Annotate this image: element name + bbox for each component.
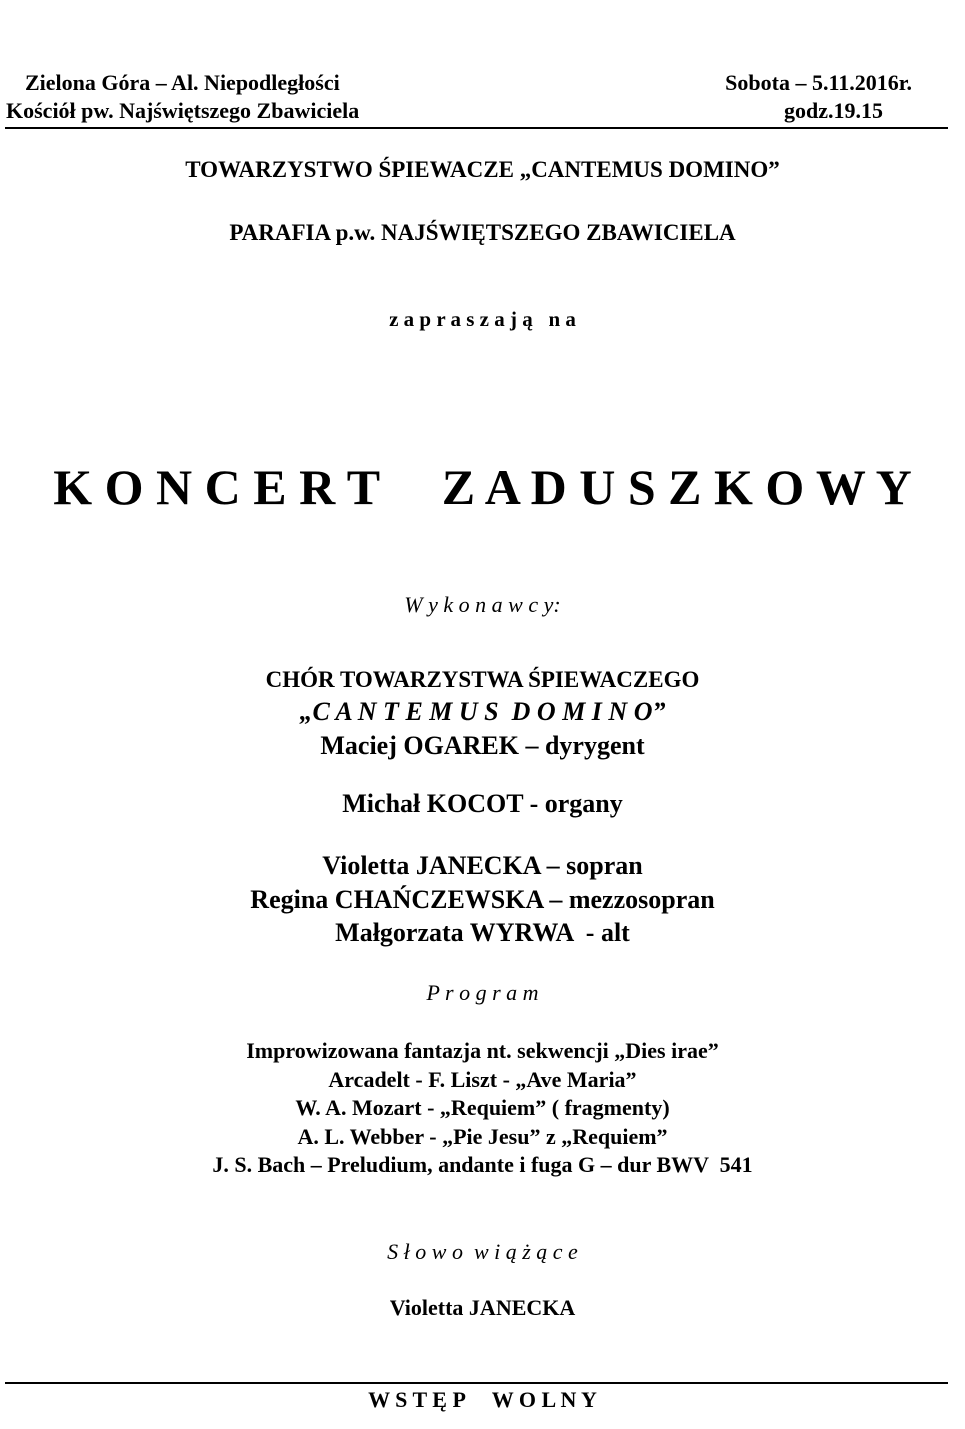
conductor: Maciej OGAREK – dyrygent (320, 731, 645, 760)
admission-note: W S T Ę P W O L N Y (368, 1387, 597, 1412)
organizer-parish: PARAFIA p.w. NAJŚWIĘTSZEGO ZBAWICIELA (229, 220, 736, 245)
soloist: Violetta JANECKA – sopran (322, 851, 643, 880)
organist: Michał KOCOT - organy (342, 789, 623, 818)
closing-speaker: Violetta JANECKA (389, 1295, 576, 1320)
program-item: A. L. Webber - „Pie Jesu” z „Requiem” (297, 1124, 668, 1149)
invitation-text: z a p r a s z a j ą n a (389, 307, 576, 331)
event-time: godz.19.15 (784, 98, 883, 123)
program-heading: P r o g r a m (426, 980, 539, 1005)
closing-heading: S ł o w o w i ą ż ą c e (387, 1239, 578, 1264)
event-date: Sobota – 5.11.2016r. (725, 70, 912, 95)
program-item: J. S. Bach – Preludium, andante i fuga G – dur BWV 541 (212, 1152, 753, 1177)
footer-divider (5, 1382, 948, 1384)
organizer-society: TOWARZYSTWO ŚPIEWACZE „CANTEMUS DOMINO” (185, 157, 780, 182)
location-line-2: Kościół pw. Najświętszego Zbawiciela (6, 98, 360, 123)
header-divider (5, 127, 948, 129)
soloist: Regina CHAŃCZEWSKA – mezzosopran (250, 885, 715, 914)
concert-title: K O N C E R T Z A D U S Z K O W Y (53, 459, 912, 515)
choir-title: „C A N T E M U S D O M I N O” (299, 697, 666, 726)
performers-heading: W y k o n a w c y: (404, 592, 561, 617)
program-item: W. A. Mozart - „Requiem” ( fragmenty) (295, 1095, 670, 1120)
program-item: Improwizowana fantazja nt. sekwencji „Dies irae” (246, 1038, 719, 1063)
program-item: Arcadelt - F. Liszt - „Ave Maria” (328, 1067, 637, 1092)
location-line-1: Zielona Góra – Al. Niepodległości (25, 70, 340, 95)
choir-name: CHÓR TOWARZYSTWA ŚPIEWACZEGO (265, 667, 700, 692)
soloist: Małgorzata WYRWA - alt (335, 918, 630, 947)
